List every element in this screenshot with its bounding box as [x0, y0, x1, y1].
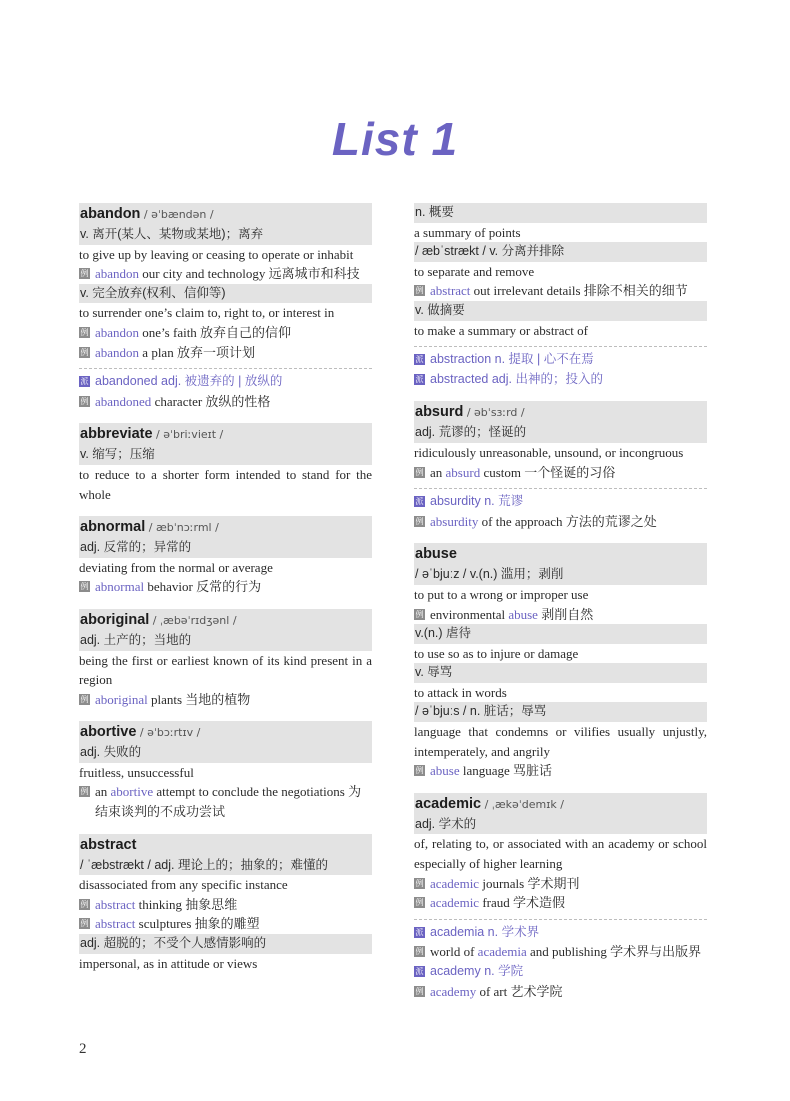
definition: ridiculously unreasonable, unsound, or incongruous: [414, 444, 684, 460]
headword: absurd: [415, 404, 464, 421]
sense-label: n. 概要: [414, 203, 707, 223]
example: [79, 264, 372, 284]
derivative: [414, 492, 707, 512]
example: [79, 895, 372, 915]
dashed-divider: [414, 488, 707, 489]
derivative: [414, 923, 707, 943]
example-keyword: academic: [430, 875, 480, 891]
example-text: academic journals 学术期刊: [430, 875, 580, 891]
entry-header: [79, 834, 372, 856]
sense-label: / əˈbjuːz / v.(n.) 滥用；剥削: [414, 565, 707, 585]
example-badge-icon: 例: [80, 919, 89, 929]
example: [414, 463, 707, 483]
example: [414, 605, 707, 625]
right-column: [414, 203, 707, 1001]
derivative-text: abandoned adj. 被遗弃的 | 放纵的: [95, 374, 283, 389]
example: [414, 982, 707, 1002]
entry-header: [414, 543, 707, 565]
sense-label: v. 完全放弃(权利、信仰等): [79, 284, 372, 304]
example: [414, 893, 707, 913]
example-keyword: absurdity: [430, 513, 479, 529]
example-badge-icon: 例: [80, 899, 89, 909]
example-badge-icon: 例: [80, 327, 89, 337]
sense-label: / ˈæbstrækt / adj. 理论上的；抽象的；难懂的: [79, 856, 372, 876]
phonetic: / ˌækəˈdemɪk /: [481, 797, 564, 811]
example-badge-icon: 例: [80, 787, 89, 797]
headword: abnormal: [80, 519, 146, 536]
example-text: abstract sculptures 抽象的雕塑: [95, 916, 260, 932]
example-text: world of academia and publishing 学术界与出版界: [430, 944, 702, 960]
example-badge-icon: 例: [80, 582, 89, 592]
page-number: 2: [79, 1041, 87, 1057]
example-keyword: academic: [430, 895, 480, 911]
phonetic: / æbˈnɔːrml /: [145, 521, 219, 535]
definition: of, relating to, or associated with an academy or school especially of higher learning: [414, 836, 707, 872]
example-badge-icon: 例: [415, 286, 424, 296]
example-text: academic fraud 学术造假: [430, 895, 566, 911]
derivative-text: abstracted adj. 出神的；投入的: [430, 371, 603, 386]
dashed-divider: [414, 346, 707, 347]
example-text: abandon a plan 放弃一项计划: [95, 344, 255, 360]
example-keyword: abstract: [95, 896, 136, 912]
sense-label: v.(n.) 虐待: [414, 624, 707, 644]
example-text: abstract thinking 抽象思维: [95, 896, 238, 912]
entry-header: [79, 203, 372, 225]
definition: to separate and remove: [414, 263, 535, 279]
example-keyword: absurd: [445, 464, 481, 480]
example: [414, 874, 707, 894]
example-badge-icon: 例: [80, 347, 89, 357]
example: [79, 690, 372, 710]
definition: to put to a wrong or improper use: [414, 586, 589, 602]
example-keyword: abnormal: [95, 579, 145, 595]
example-badge-icon: 例: [80, 269, 89, 279]
derivative-badge-icon: 派: [415, 927, 424, 937]
headword: aboriginal: [80, 611, 150, 628]
definition: to surrender one’s claim to, right to, or interest in: [79, 305, 335, 321]
sense-label: v. 缩写；压缩: [79, 445, 372, 465]
entry-spacer: [414, 389, 707, 401]
derivative-badge-icon: 派: [80, 377, 89, 387]
headword: academic: [415, 795, 482, 812]
example-text: abandon our city and technology 远离城市和科技: [95, 266, 360, 282]
derivative: [414, 962, 707, 982]
example-text: abandoned character 放纵的性格: [95, 393, 271, 409]
entry-spacer: [79, 597, 372, 609]
left-column: [79, 203, 372, 973]
dashed-divider: [414, 919, 707, 920]
example-text: abandon one’s faith 放弃自己的信仰: [95, 324, 292, 340]
definition: being the first or earliest known of its kind present in a region: [79, 652, 372, 688]
example-text: absurdity of the approach 方法的荒谬之处: [430, 513, 657, 529]
sense-label: adj. 土产的；当地的: [79, 631, 372, 651]
example-badge-icon: 例: [415, 947, 424, 957]
example-keyword: abandon: [95, 324, 140, 340]
definition: disassociated from any specific instance: [79, 877, 288, 893]
derivative-text: academy n. 学院: [430, 964, 524, 978]
example-keyword: academia: [477, 944, 527, 960]
example: [79, 323, 372, 343]
sense-label: / æbˈstrækt / v. 分离并排除: [414, 242, 707, 262]
example-text: an abortive attempt to conclude the negotiations 为结束谈判的不成功尝试: [95, 784, 362, 820]
example: [414, 512, 707, 532]
example: [79, 343, 372, 363]
example-text: environmental abuse 剥削自然: [430, 606, 594, 622]
derivative-badge-icon: 派: [415, 497, 424, 507]
sense-label: adj. 荒谬的；怪诞的: [414, 423, 707, 443]
example-badge-icon: 例: [415, 467, 424, 477]
example: [79, 392, 372, 412]
sense-label: v. 离开(某人、某物或某地)；离弃: [79, 225, 372, 245]
phonetic: / əˈbændən /: [140, 208, 214, 221]
example-badge-icon: 例: [415, 878, 424, 888]
sense-label: adj. 失败的: [79, 743, 372, 763]
example-badge-icon: 例: [415, 898, 424, 908]
definition: a summary of points: [414, 224, 521, 240]
derivative-badge-icon: 派: [415, 355, 424, 365]
entry-header: [79, 423, 372, 445]
definition: language that condemns or vilifies usually unjustly, intemperately, and angrily: [414, 724, 707, 759]
headword: abuse: [415, 546, 457, 563]
headword: abandon: [80, 206, 141, 222]
definition: to use so as to injure or damage: [414, 645, 579, 661]
sense-label: v. 辱骂: [414, 663, 707, 683]
entry-spacer: [79, 822, 372, 834]
definition: to attack in words: [414, 684, 507, 700]
entry-spacer: [79, 504, 372, 516]
example-badge-icon: 例: [415, 986, 424, 996]
example-badge-icon: 例: [415, 766, 424, 776]
entry-header: [414, 793, 707, 815]
example-keyword: abandon: [95, 266, 140, 282]
definition: impersonal, as in attitude or views: [79, 955, 258, 971]
example-badge-icon: 例: [80, 694, 89, 704]
sense-label: / əˈbjuːs / n. 脏话；辱骂: [414, 702, 707, 722]
example-keyword: abuse: [508, 606, 538, 622]
example: [414, 761, 707, 781]
example-badge-icon: 例: [415, 516, 424, 526]
definition: to reduce to a shorter form intended to stand for the whole: [79, 466, 372, 502]
headword: abortive: [80, 724, 137, 741]
entry-spacer: [79, 709, 372, 721]
example-keyword: abandoned: [95, 393, 152, 409]
example: [414, 281, 707, 301]
sense-label: adj. 超脱的；不受个人感情影响的: [79, 934, 372, 954]
derivative-badge-icon: 派: [415, 967, 424, 976]
derivative-text: absurdity n. 荒谬: [430, 494, 524, 509]
phonetic: / ˌæbəˈrɪdʒənl /: [149, 613, 237, 627]
example-keyword: abuse: [430, 763, 460, 779]
example: [79, 577, 372, 597]
dashed-divider: [79, 368, 372, 369]
entry-header: [79, 516, 372, 538]
example-keyword: abstract: [430, 283, 471, 299]
example-text: academy of art 艺术学院: [430, 983, 563, 999]
entry-spacer: [414, 781, 707, 793]
example: [414, 942, 707, 962]
example: [79, 782, 372, 821]
example-keyword: abortive: [110, 784, 154, 800]
example-text: an absurd custom 一个怪诞的习俗: [430, 464, 616, 480]
sense-label: v. 做摘要: [414, 301, 707, 321]
entry-header: [79, 721, 372, 743]
example-keyword: abandon: [95, 344, 140, 360]
definition: to make a summary or abstract of: [414, 322, 588, 338]
example-badge-icon: 例: [80, 396, 89, 406]
example: [79, 914, 372, 934]
example-text: abuse language 骂脏话: [430, 763, 553, 779]
derivative-text: academia n. 学术界: [430, 924, 540, 939]
derivative-badge-icon: 派: [415, 374, 424, 384]
derivative: [79, 372, 372, 392]
phonetic: / əbˈsɜːrd /: [463, 406, 525, 420]
derivative: [414, 370, 707, 390]
example-text: abnormal behavior 反常的行为: [95, 579, 262, 595]
definition: deviating from the normal or average: [79, 559, 273, 575]
sense-label: adj. 学术的: [414, 815, 707, 835]
definition: to give up by leaving or ceasing to operate or inhabit: [79, 246, 354, 262]
entry-header: [79, 609, 372, 631]
example-text: aboriginal plants 当地的植物: [95, 691, 251, 707]
headword: abbreviate: [80, 426, 153, 443]
sense-label: adj. 反常的；异常的: [79, 538, 372, 558]
derivative-text: abstraction n. 提取 | 心不在焉: [430, 352, 594, 367]
example-keyword: aboriginal: [95, 691, 148, 707]
entry-spacer: [414, 531, 707, 543]
example-badge-icon: 例: [415, 609, 424, 619]
derivative: [414, 350, 707, 370]
entry-header: [414, 401, 707, 423]
headword: abstract: [80, 836, 137, 853]
entry-spacer: [79, 411, 372, 423]
definition: fruitless, unsuccessful: [79, 764, 194, 780]
page-title: List 1: [331, 113, 459, 165]
phonetic: / əˈbriːvieɪt /: [152, 428, 224, 442]
example-text: abstract out irrelevant details 排除不相关的细节: [430, 283, 688, 299]
example-keyword: abstract: [95, 916, 136, 932]
phonetic: / əˈbɔːrtɪv /: [136, 726, 201, 740]
example-keyword: academy: [430, 983, 477, 999]
